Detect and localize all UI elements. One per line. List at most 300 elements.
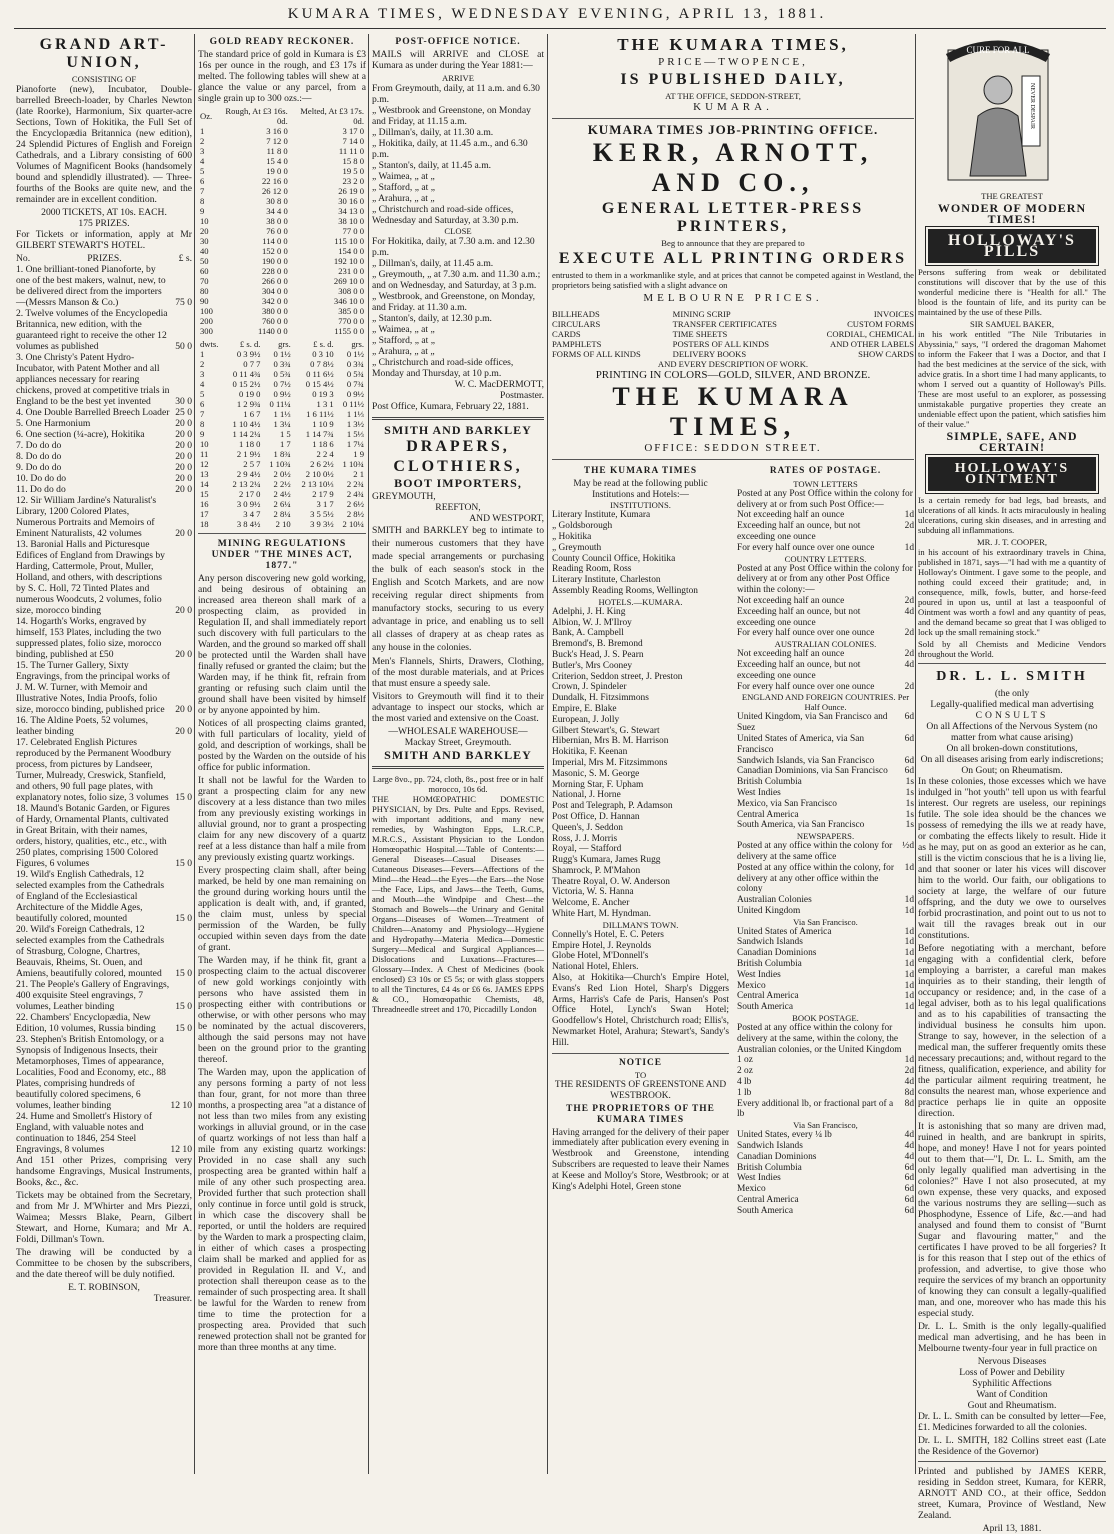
reckoner-cell: 38 0 0 <box>266 216 288 226</box>
job-item: CORDIAL, CHEMICAL <box>826 329 915 339</box>
rate-label: Mexico <box>737 1184 766 1195</box>
reckoner-cell: 1 10¾ <box>269 459 291 469</box>
masthead: KUMARA TIMES, WEDNESDAY EVENING, APRIL 13, 1881. <box>287 6 827 22</box>
art-union-other: And 151 other Prizes, comprising very handsome Engravings, Musical Instruments, Books, &c., &c. <box>16 1155 192 1188</box>
rate-value: 8d <box>904 1098 914 1109</box>
dillmans-item: National Hotel, Ehlers. <box>552 962 639 973</box>
hotel-item: Butler's, Mrs Cooney <box>552 660 633 671</box>
reckoner-ounces-table: Oz. Rough, At £3 16s. 0d. Melted, At £3 17s. 0d. 1 3 16 0 3 17 0 2 7 12 0 7 14 0 3 11 8 0 11 11 0 4 15 4 0 15 8 0 5 19 0 0 19 5 0 6 22 16 0 23 2 0 7 26 12 0 26 19 0 8 30 8 0 30 16 0 9 34 4 0 34 13 0 10 38 0 0 38 10 0 20 76 0 0 77 0 0 30 114 0 0 115 10 0 40 152 0 0 154 0 0 50 190 0 0 192 10 0 60 228 0 0 231 0 0 70 266 0 0 269 10 0 80 304 0 0 308 0 0 90 342 0 0 346 10 0 100 380 0 0 385 0 0 200 760 0 0 770 0 0 300 1140 0 0 1155 0 0 <box>200 106 364 336</box>
prize-value: 20 0 <box>175 726 192 737</box>
reckoner-row <box>198 459 366 469</box>
reckoner-cell: 0 3¾ <box>273 359 291 369</box>
smith-barkley-warehouse: —WHOLESALE WAREHOUSE— <box>388 726 528 737</box>
rate-label: Mexico, via San Francisco <box>737 798 837 809</box>
hotel-item: Bank, A. Campbell <box>552 628 624 639</box>
reckoner-cell: 38 10 0 <box>338 216 364 226</box>
reckoner-cell: 1 6 11½ <box>306 409 334 419</box>
reckoner-cell: 26 19 0 <box>338 186 364 196</box>
mail-close-item: „ Dillman's, daily, at 11.45 a.m. <box>372 258 494 269</box>
rate-row <box>737 521 914 543</box>
rate-label: Exceeding half an ounce, but not exceeding one ounce <box>737 659 861 681</box>
reckoner-row <box>198 479 366 489</box>
reckoner-cell: 154 0 0 <box>338 246 364 256</box>
reckoner-cell: 300 <box>200 326 213 336</box>
institution-item: „ Goldsborough <box>552 521 613 532</box>
reckoner-row <box>198 296 366 306</box>
rate-row <box>737 682 914 693</box>
reckoner-cell: 760 0 0 <box>261 316 288 326</box>
rate-value: 4d <box>904 1130 914 1141</box>
smith-barkley-reefton: REEFTON, <box>435 502 481 513</box>
prize-value: 20 0 <box>175 418 192 429</box>
reckoner-row <box>198 499 366 509</box>
rate-label: United Kingdom, via San Francisco and Suez <box>737 712 888 734</box>
smith-barkley-clothiers: CLOTHIERS, <box>393 458 523 475</box>
prize-item <box>16 979 192 1012</box>
art-union-signature-title: Treasurer. <box>153 1293 192 1304</box>
rate-label: British Columbia <box>737 1162 802 1173</box>
prize-value: 15 0 <box>175 913 192 924</box>
prize-item <box>16 1034 192 1111</box>
rate-value: 1d <box>904 969 914 980</box>
dillmans-item: Connelly's Hotel, E. C. Peters <box>552 929 664 940</box>
reckoner-cell: 11 <box>200 449 209 459</box>
job-item: CARDS <box>552 329 581 339</box>
wonder-title: WONDER OF MODERN TIMES! <box>937 201 1087 226</box>
dillmans-list <box>552 930 729 973</box>
smith-barkley-title-footer: SMITH AND BARKLEY <box>384 748 532 762</box>
kumara-times-office: OFFICE: SEDDON STREET. <box>644 442 822 454</box>
prize-text: 5. One Harmonium <box>16 418 91 429</box>
reckoner-cell: 1 14 2¼ <box>232 429 261 439</box>
smith-barkley-body2: Men's Flannels, Shirts, Drawers, Clothing, of the most durable materials, and at Prices that must ensure a speedy sale. <box>372 656 544 689</box>
rate-value: 4d <box>904 1077 914 1088</box>
reckoner-cell: 2 9 4½ <box>236 469 261 479</box>
reckoner-cell: 15 8 0 <box>342 156 364 166</box>
art-union-intro: Pianoforte (new), Incubator, Double-barrelled Breech-loader, by Charles Newton (late Roorke), Harmonium, Six quarter-acre Sections, Town of Hokitika, the Full Set of the Encyclopædia Britannica (new edition), 24 Splendid Pictures of English and Foreign Cathedrals, and a Library consisting of 600 Volumes of Magnificent Books (handsomely bound and splendidly illustrated). — Three-fourths of the Books are quite new, and the remainder are in excellent condition. <box>16 84 192 205</box>
reckoner-cell: 5 <box>200 389 205 399</box>
prize-text: 10. Do do do <box>16 473 67 484</box>
reckoner-cell: 3 <box>200 369 205 379</box>
rate-label: United States, every ¼ lb <box>737 1130 832 1141</box>
ointment-body: Is a certain remedy for bad legs, bad breasts, and ulcerations of all kinds. It acts miraculously in healing ulcerations, curing skin diseases, and in arresting and subduing all inflammations. <box>918 495 1106 535</box>
mail-close-item: „ Stafford, „ at „ <box>372 335 435 346</box>
prize-value: 75 0 <box>175 297 192 308</box>
reckoner-row <box>198 399 366 409</box>
reckoner-row <box>198 176 366 186</box>
reckoner-row <box>198 286 366 296</box>
hotel-item: Post and Telegraph, P. Adamson <box>552 801 673 812</box>
job-item: BILLHEADS <box>552 309 600 319</box>
rate-row <box>737 734 914 756</box>
reckoner-cell: 2 <box>200 136 205 146</box>
rate-label: Not exceeding half an ounce <box>737 595 845 606</box>
prize-text: 7. Do do do <box>16 440 62 451</box>
reading-places <box>552 464 729 1217</box>
reckoner-cell: 4 <box>200 156 205 166</box>
rate-row <box>737 820 914 831</box>
rate-value: 1d <box>904 959 914 970</box>
mail-arrive-item: „ Stafford, „ at „ <box>372 182 435 193</box>
reckoner-row <box>198 276 366 286</box>
rate-row <box>737 628 914 639</box>
prize-item <box>16 418 192 429</box>
rate-row <box>737 510 914 521</box>
reckoner-cell: 1 1⅓ <box>273 409 291 419</box>
holloway-badge-illustration <box>918 36 1078 186</box>
hotel-item: European, J. Jolly <box>552 714 620 725</box>
letter-press-title: GENERAL LETTER-PRESS PRINTERS, <box>601 200 865 235</box>
reckoner-cell: 346 10 0 <box>333 296 364 306</box>
prize-text: 22. Chambers' Encyclopædia, New Edition, 10 volumes, Russia binding <box>16 1012 156 1034</box>
kumara-times-banner: THE KUMARA TIMES, <box>612 382 854 441</box>
mining-regulations <box>198 573 366 1353</box>
reckoner-cell: 1 5⅓ <box>346 429 364 439</box>
rate-row <box>737 991 914 1002</box>
reckoner-cell: 1 2 9¾ <box>236 399 261 409</box>
rate-label: 1 oz <box>737 1055 753 1066</box>
mail-close-item: „ Westbrook, and Greenstone, on Monday, and Friday. at 11.30 a.m. <box>372 291 536 313</box>
reckoner-cell: 1 18 6 <box>312 439 334 449</box>
institution-item: Literary Institute, Charleston <box>552 575 661 586</box>
cooper-heading: MR. J. T. COOPER, <box>976 537 1048 547</box>
rate-value: 2d <box>904 521 914 532</box>
reckoner-cell: 0 3¾ <box>346 359 364 369</box>
rate-label: South America <box>737 1205 793 1216</box>
reckoner-cell: 2 2 4 <box>316 449 334 459</box>
prize-text: 20. Wild's Foreign Cathedrals, 12 selected examples from the Cathedrals of Strasburg, Cologne, Chartres, Beauvais, Rheims, St. Ouen, and Amiens, beautifully colored, mounted <box>16 924 165 979</box>
rate-value: 2d <box>904 628 914 639</box>
prize-text: 1. One brilliant-toned Pianoforte, by one of the best makers, walnut, new, to be delivered direct from the importers—(Messrs Manson & Co.) <box>16 264 166 308</box>
reckoner-row <box>198 369 366 379</box>
also-hokitika: Also, at Hokitika—Church's Empire Hotel, Evans's Red Lion Hotel, Sharp's Diggers Arms, Harris's Cafe de Paris, Hansen's Post Office Hotel, Lynch's Swan Hotel; Goodfellow's Hotel, Christchurch road; Ellis's, Newmarket Hotel, Arahura; Stewart's, Sandy's Hill. <box>552 973 729 1048</box>
prize-value: 20 0 <box>175 605 192 616</box>
rate-value: 1s <box>905 820 914 831</box>
rate-value: 4d <box>904 1141 914 1152</box>
job-item: POSTERS OF ALL KINDS <box>672 339 770 349</box>
reckoner-cell: 2 5 7 <box>243 459 261 469</box>
rate-row <box>737 649 914 660</box>
mail-arrive-item: From Greymouth, daily, at 11 a.m. and 6.30 p.m. <box>372 83 540 105</box>
rate-value: 1d <box>904 991 914 1002</box>
art-union-tickets: 2000 TICKETS, AT 10s. EACH. <box>41 207 167 218</box>
reckoner-cell: 0 15 4½ <box>305 379 334 389</box>
job-item: PAMPHLETS <box>552 339 602 349</box>
reckoner-row <box>198 266 366 276</box>
postage-rates: RATES OF POSTAGE. TOWN LETTERS Posted at any Post Office within the colony for delivery at or from such Post Office:— Not exceeding half an ounce 1d Exceeding half an ounce, but not exceeding one ounce 2d For every half ounce over one ounce 1d COUNTRY LETTERS. Posted at any Post Office within the colony for delivery at or from any other Post Office within the colony:— Not exceeding half an ounce 2d Exceeding half an ounce, but not exceeding one ounce 4d For every half ounce over one ounce 2d AUSTRALIAN COLONIES. Not exceeding half an ounce 2d Exceeding half an ounce, but not exceeding one ounce 4d For every half ounce over one ounce 2d ENGLAND AND FOREIGN COUNTRIES. Per Half Ounce. United Kingdom, via San Francisco and Suez 6d United States of America, via San Francisco 6d Sandwich Islands, via San Francisco 6d Canadian Dominions, via San Francisco 6d British Columbia 1s West Indies 1s Mexico, via San Francisco 1s Central America 1s South America, via San Francisco 1s NEWSPAPERS. Posted at any office within the colony for delivery at the same office ½d Posted at any office within the colony, for delivery at any other office within the colony 1d Australian Colonies 1d United Kingdom 1d Via San Francisco. United States of America 1d Sandwich Islands 1d Canadian Dominions 1d British Columbia 1d West Indies 1d Mexico 1d Central America 1d South America 1d BOOK POSTAGE. Posted at any office within the colony for delivery at the same, within the colony, the Australian colonies, or the United Kingdom 1 oz 1d 2 oz 2d 4 lb 4d 1 lb 8d Every additional lb, or fractional part of a lb 8d Via San Francisco, United States, every ¼ lb 4d Sandwich Islands 4d Canadian Dominions 4d British Columbia 6d West Indies 6d Mexico 6d Central America 6d South America 6d <box>737 466 914 1216</box>
rate-value: 2d <box>904 1066 914 1077</box>
reckoner-cell: 50 <box>200 256 209 266</box>
prize-value: 15 0 <box>175 1023 192 1034</box>
beg-to-announce: Beg to announce that they are prepared to <box>661 238 805 248</box>
reckoner-cell: 0 7½ <box>273 379 291 389</box>
prize-value: 20 0 <box>175 429 192 440</box>
reckoner-cell: 34 13 0 <box>338 206 364 216</box>
greatest-label: THE GREATEST <box>981 191 1043 201</box>
reckoner-cell: 1 <box>200 349 205 359</box>
rate-value: 1d <box>904 1055 914 1066</box>
badge-top-text: CURE FOR ALL <box>966 45 1030 55</box>
reckoner-cell: 15 <box>200 489 209 499</box>
rate-value: 1s <box>905 777 914 788</box>
prizes-list <box>16 264 192 1155</box>
art-union-prizes-count: 175 PRIZES. <box>78 218 130 229</box>
regulation-paragraph: Every prospecting claim shall, after being marked, be held by one man remaining on the ground during working hours until the application is dealt with, and, if granted, the claim must, unless by special permission of the Warden, be fully occupied within seven days from the date of grant. <box>198 865 366 953</box>
rate-value: 4d <box>904 1151 914 1162</box>
reckoner-row <box>198 256 366 266</box>
job-item: CIRCULARS <box>552 319 601 329</box>
reckoner-cell: 12 <box>200 459 209 469</box>
reckoner-cell: 2 <box>200 359 205 369</box>
baker-body: in his work entitled "The Nile Tributaries in Abyssinia," says, "I ordered the dragoman Mahomet to inform the Fakeer that I was a Doctor, and that I had the best medicines at the service of the sick, with advice gratis. In a short time I had many applicants, to whom I served out a quantity of Holloway's Pills. These are most useful to an explorer, as possessing unmistakable purgative properties they create an undeniable effect upon the patient, which satisfies him of their value." <box>918 329 1106 429</box>
sold-by: Sold by all Chemists and Medicine Vendors throughout the World. <box>918 639 1106 659</box>
rate-row <box>737 1141 914 1152</box>
rate-value: 8d <box>904 1087 914 1098</box>
reckoner-row <box>198 306 366 316</box>
column-divider <box>368 34 369 1474</box>
dillmans-item: Empire Hotel, J. Reynolds <box>552 940 652 951</box>
reckoner-cell: 3 8 4½ <box>236 519 261 529</box>
dr-smith-list-item: Nervous Diseases <box>977 1356 1047 1367</box>
column-divider <box>194 34 195 1474</box>
rate-value: 2d <box>904 649 914 660</box>
rate-value: 6d <box>904 712 914 723</box>
prize-text: 23. Stephen's British Entomology, or a Synopsis of Indigenous Insects, their Metamorphoses, Times of appearance, Localities, Food and Economy, etc., 88 Plates, comprising hundreds of beautifully colored specimens, 6 volumes, leather binding <box>16 1034 166 1111</box>
prize-item <box>16 407 192 418</box>
regulation-paragraph: The Warden may, if he think fit, grant a prospecting claim to the actual discoverer of new gold workings conjointly with persons who have assisted them in prospecting either with contributions or otherwise, or with other persons who may be nominated by the actual discoverers, although the said persons may not have been on the ground prior to the granting thereof. <box>198 955 366 1065</box>
rate-row <box>737 959 914 970</box>
dr-smith-list-item: Gout and Rheumatism. <box>967 1400 1057 1411</box>
mail-close-item: „ Christchurch and road-side offices, Monday and Thursday, at 10 p.m. <box>372 357 514 379</box>
rate-value: 1s <box>905 798 914 809</box>
rate-value: 1d <box>904 1002 914 1013</box>
prize-value: 20 0 <box>175 462 192 473</box>
prize-value: 20 0 <box>175 451 192 462</box>
reckoner-cell: 0 9½ <box>346 389 364 399</box>
reckoner-cell: 1 5 <box>279 429 291 439</box>
rate-row <box>737 937 914 948</box>
reckoner-cell: 2 1 9½ <box>236 449 261 459</box>
reckoner-cell: 770 0 0 <box>338 316 364 326</box>
read-intro: May be read at the following public Institutions and Hotels:— <box>573 478 708 500</box>
reckoner-cell: 76 0 0 <box>266 226 288 236</box>
rate-label: For every half ounce over one ounce <box>737 542 875 553</box>
dr-smith-title: DR. L. L. SMITH <box>936 669 1088 684</box>
reckoner-cell: 9 <box>200 429 205 439</box>
reckoner-cell: 30 16 0 <box>338 196 364 206</box>
imprint-date: April 13, 1881. <box>982 1523 1042 1534</box>
prize-value: 15 0 <box>175 858 192 869</box>
reckoner-row <box>198 316 366 326</box>
art-union-apply: For Tickets or information, apply at Mr GILBERT STEWART'S HOTEL. <box>16 229 192 251</box>
reckoner-cell: 100 <box>200 306 213 316</box>
mail-arrive-item: „ Christchurch and road-side offices, Wednesday and Saturday, at 3.30 p.m. <box>372 204 519 226</box>
rate-label: Australian Colonies <box>737 895 812 906</box>
prize-item <box>16 451 192 462</box>
prize-text: 19. Wild's English Cathedrals, 12 selected examples from the Cathedrals of England of the Ecclesiastical Architecture of the Middle Ages, beautifully colored, mounted <box>16 869 165 924</box>
post-office-place: Post Office, Kumara, February 22, 1881. <box>372 401 529 412</box>
reckoner-cell: 2 4½ <box>273 489 291 499</box>
column-divider <box>915 34 916 1474</box>
hotel-item: National, J. Horne <box>552 790 621 801</box>
reckoner-cell: 34 4 0 <box>266 206 288 216</box>
hotel-item: Crown, J. Spindeler <box>552 682 627 693</box>
column-post-office <box>372 34 544 1474</box>
close-heading: CLOSE <box>444 226 472 236</box>
read-title: THE KUMARA TIMES <box>583 466 698 476</box>
rate-value: 6d <box>904 755 914 766</box>
reckoner-cell: 1 10 4½ <box>232 419 261 429</box>
prize-item <box>16 308 192 352</box>
reckoner-cell: 1 7¼ <box>346 439 364 449</box>
rate-row <box>737 607 914 629</box>
reckoner-cell: 3 <box>200 146 205 156</box>
rate-label: Exceeding half an ounce, but not exceeding one ounce <box>737 521 861 542</box>
reckoner-cell: 3 17 0 <box>342 126 364 136</box>
prize-text: 16. The Aldine Poets, 52 volumes, leather binding <box>16 715 148 737</box>
reckoner-cell: 1 <box>200 126 205 136</box>
job-row <box>552 349 914 359</box>
reckoner-cell: 30 8 0 <box>266 196 288 206</box>
rate-value: 2d <box>904 681 914 692</box>
rate-value: 1d <box>904 926 914 937</box>
job-item: SHOW CARDS <box>858 349 915 359</box>
prize-value: 20 0 <box>175 649 192 660</box>
reckoner-row <box>198 489 366 499</box>
rate-row <box>737 788 914 799</box>
reckoner-title: GOLD READY RECKONER. <box>209 36 355 47</box>
job-printing-title: KUMARA TIMES JOB-PRINTING OFFICE. <box>587 122 879 137</box>
rate-row <box>737 1066 914 1077</box>
reckoner-cell: 200 <box>200 316 213 326</box>
rate-value: 6d <box>904 766 914 777</box>
rate-row <box>737 1163 914 1174</box>
hotels-list <box>552 607 729 920</box>
hotel-item: Post Office, D. Hannan <box>552 811 640 822</box>
reckoner-cell: 90 <box>200 296 209 306</box>
institution-item: „ Greymouth <box>552 542 602 553</box>
prize-text: 8. Do do do <box>16 451 62 462</box>
reckoner-cell: 15 4 0 <box>266 156 288 166</box>
consults-heading: CONSULTS <box>975 710 1049 721</box>
job-item: FORMS OF ALL KINDS <box>552 349 641 359</box>
reckoner-cell: 304 0 0 <box>261 286 288 296</box>
rate-label: Exceeding half an ounce, but not exceeding one ounce <box>737 606 861 628</box>
prize-item <box>16 660 192 715</box>
kerr-arnott-title: KERR, ARNOTT, AND CO., <box>592 138 874 197</box>
reckoner-cell: 7 <box>200 186 205 196</box>
rate-label: Sandwich Islands <box>737 1141 803 1152</box>
printing-colors: PRINTING IN COLORS—GOLD, SILVER, AND BRONZE. <box>595 369 871 381</box>
art-union-sub: CONSISTING OF <box>71 74 137 84</box>
reckoner-row <box>198 226 366 236</box>
dr-smith-list-item: Loss of Power and Debility <box>959 1367 1065 1378</box>
prize-value: 20 0 <box>175 440 192 451</box>
rate-label: West Indies <box>737 969 781 980</box>
mail-close-item: „ Arahura, „ at „ <box>372 346 435 357</box>
reckoner-cell: 19 5 0 <box>342 166 364 176</box>
reckoner-cell: 3 4 7 <box>243 509 261 519</box>
rate-value: 1d <box>904 948 914 959</box>
reckoner-cell: 1 18 0 <box>238 439 261 449</box>
reckoner-cell: 152 0 0 <box>261 246 288 256</box>
reckoner-cell: 8 <box>200 196 205 206</box>
rate-value: 1s <box>905 787 914 798</box>
dr-smith-body3: It is astonishing that so many are driven mad, ruined in health, and are bankrupt in spirits, hope, and money! Have I not for years pointed out to them that—"I, Dr. L. L. Smith, am the only legally qualified man advertising in the colonies?" Have I not also prosecuted, at my own expense, these very quacks, and exposed the various nostrums they are selling—such as Phosphodyne, Essence of Life, &c.—and had analysed and found them to consist of "Burnt Sugar and flavouring matter," and the certificates I have proved to be all forgeries? It is for this reason that I step out of the ethics of profession, and advertise, to give those who require the services of my branch an opportunity of knowing they can consult a legally-qualified man, and one, moreover who has made this his especial study. <box>918 1121 1106 1319</box>
reckoner-cell: 0 15 2½ <box>232 379 261 389</box>
reckoner-cell: 0 3 9½ <box>236 349 261 359</box>
prize-item <box>16 429 192 440</box>
rate-row <box>737 1088 914 1099</box>
reckoner-row <box>198 419 366 429</box>
reckoner-cell: 2 13 2¼ <box>232 479 261 489</box>
reckoner-row <box>198 379 366 389</box>
reckoner-cell: 1 3 1 <box>316 399 334 409</box>
rate-row <box>737 1152 914 1163</box>
dr-smith-list <box>918 1356 1106 1411</box>
rate-label: Not exceeding half an ounce <box>737 510 845 521</box>
reckoner-dwts-table: dwts. £ s. d. grs. £ s. d. grs. 1 0 3 9½ 0 1½ 0 3 10 0 1½ 2 0 7 7 0 3¾ 0 7 8½ 0 3¾ 3 0 11 4¾ 0 5¾ 0 11 6½ 0 5¾ 4 0 15 2½ 0 7½ 0 15 4½ 0 7¾ 5 0 19 0 0 9½ 0 19 3 0 9½ 6 1 2 9¾ 0 11¼ 1 3 1 0 11½ 7 1 6 7 1 1⅓ 1 6 11½ 1 1⅓ 8 1 10 4½ 1 3¼ 1 10 9 1 3½ 9 1 14 2¼ 1 5 1 14 7¾ 1 5⅓ 10 1 18 0 1 7 1 18 6 1 7¼ 11 2 1 9½ 1 8¾ 2 2 4 1 9 12 2 5 7 1 10¾ 2 6 2½ 1 10¾ 13 2 9 4½ 2 0½ 2 10 0½ 2 1 14 2 13 2¼ 2 2½ 2 13 10⅓ 2 2¾ 15 2 17 0 2 4½ 2 17 9 2 4¾ 16 3 0 9½ 2 6¼ 3 1 7 2 6½ 17 3 4 7 2 8¼ 3 5 5½ 2 8½ 18 3 8 4½ 2 10 3 9 3½ 2 10¼ <box>200 339 364 529</box>
job-item: CUSTOM FORMS <box>847 319 915 329</box>
job-row <box>552 319 914 329</box>
hotel-item: Morning Star, F. Upham <box>552 779 644 790</box>
proprietors-body: Having arranged for the delivery of their paper immediately after publication every evening in Westbrook and Greenstone, intending Subscribers are requested to leave their Names at Keese and Molloy's Store, Westbrook; or at King's Adelphi Hotel, Green stone <box>552 1127 729 1192</box>
reckoner-row <box>198 216 366 226</box>
regulation-paragraph: The Warden may, upon the application of any persons forming a party of not less than four, grant, for not more than three months, a prospecting area "at a distance of not less than two miles from any existing workings in alluvial ground, or in the case of quartz workings of not less than half a mile from any existing quartz workings: Provided in no case shall any such prospecting area be granted within half a mile of any other such prospecting area. Provided further that such protection shall only continue in force until gold is struck, in which case the discovery shall be reported, or until the holders are required by the Warden to mark a prospecting claim, in either of which cases a prospecting claim shall be marked and applied for as provided in Regulation II. and V., and protection shall thereupon cease as to the remainder of such prospecting area. It shall be lawful for the Warden to renew from time to time the protection for a prospecting area. Provided that such renewed protection shall not be granted for more than three months at any time. <box>198 1067 366 1353</box>
reckoner-row <box>198 349 366 359</box>
prize-text: 18. Maund's Botanic Garden, or Figures of Hardy, Ornamental Plants, cultivated in Great Britain, with their names, orders, history, qualities, etc., etc., with 250 plates, comprising 1500 Colored Figures, 6 volumes <box>16 803 170 869</box>
reckoner-cell: 30 <box>200 236 209 246</box>
reckoner-cell: 0 11 6½ <box>306 369 334 379</box>
reckoner-cell: 1 10¾ <box>342 459 364 469</box>
postmaster-title: Postmaster. <box>500 390 544 401</box>
prize-text: 13. Baronial Halls and Picturesque Edifices of England from Drawings by Harding, Cattermole, Prout, Muller, Holland, and others, with descriptions by S. C. Holl, 72 Tinted Plates and numerous Woodcuts, 2 volumes, folio size, morocco binding <box>16 539 165 616</box>
notice-title: NOTICE <box>619 1057 662 1068</box>
institution-item: Reading Room, Ross <box>552 564 632 575</box>
reckoner-row <box>198 469 366 479</box>
rate-label: South America, via San Francisco <box>737 820 865 831</box>
mining-regulations-title: MINING REGULATIONS UNDER "THE MINES ACT, 1877." <box>211 538 353 571</box>
reckoner-row <box>198 409 366 419</box>
reckoner-cell: 11 8 0 <box>266 146 288 156</box>
art-union-title: GRAND ART-UNION, <box>39 36 169 71</box>
reckoner-cell: 16 <box>200 499 209 509</box>
reckoner-row <box>198 359 366 369</box>
rate-row <box>737 1055 914 1066</box>
column-kumara-times <box>552 34 914 1474</box>
kt-kumara: KUMARA. <box>693 101 773 113</box>
homeopathic-physician-ad: THE HOMŒOPATHIC DOMESTIC PHYSICIAN, by Drs. Pulte and Epps. Revised, with important additions, and many new remedies, by Washington Epps, L.R.C.P., M.R.C.S., Assistant Physician to the London Homœopathic Hospital.—Table of Contents:—General Diseases—Casual Diseases — Cutaneous Diseases—Fevers—Affections of the Mind—the Head—the Eyes—the Ears—the Nose—the Face, Lips, and Jaws—the Teeth, Gums, and Mouth—the Windpipe and Chest—the Stomach and Bowels—the Urinary and Genital Organs—Diseases of Women—Treatment of Children—Anatomy and Physiology—Hygiene and Hydropathy—Materia Medica—Domestic Surgery—Medical and Surgical Appliances—Dislocations and Luxations—Fractures—Glossary—Index. A Chest of Medicines (book enclosed) £3 10s or £5 5s; or with glass stoppers to all the Tinctures, £4 4s or £6 6s. JAMES EPPS & CO., Homœopathic Chemists, 48, Threadneedle street and 170, Piccadilly London <box>372 794 544 1014</box>
reckoner-cell: 1155 0 0 <box>334 326 364 336</box>
reckoner-row <box>198 196 366 206</box>
reckoner-row <box>198 449 366 459</box>
job-types <box>552 309 914 359</box>
job-item: TRANSFER CERTIFICATES <box>672 319 777 329</box>
reckoner-cell: 269 10 0 <box>333 276 364 286</box>
reckoner-cell: 2 17 0 <box>238 489 261 499</box>
reckoner-cell: 385 0 0 <box>338 306 364 316</box>
reckoner-cell: 0 19 3 <box>312 389 334 399</box>
institution-item: Assembly Reading Rooms, Wellington <box>552 585 698 596</box>
reckoner-cell: 60 <box>200 266 209 276</box>
reckoner-cell: 308 0 0 <box>338 286 364 296</box>
hotel-item: Hokitika, F. Keenan <box>552 747 628 758</box>
reckoner-cell: 0 1½ <box>273 349 291 359</box>
smith-barkley-drapers: DRAPERS, <box>406 438 510 455</box>
prize-item <box>16 264 192 308</box>
prize-item <box>16 737 192 803</box>
rate-row <box>737 1206 914 1217</box>
